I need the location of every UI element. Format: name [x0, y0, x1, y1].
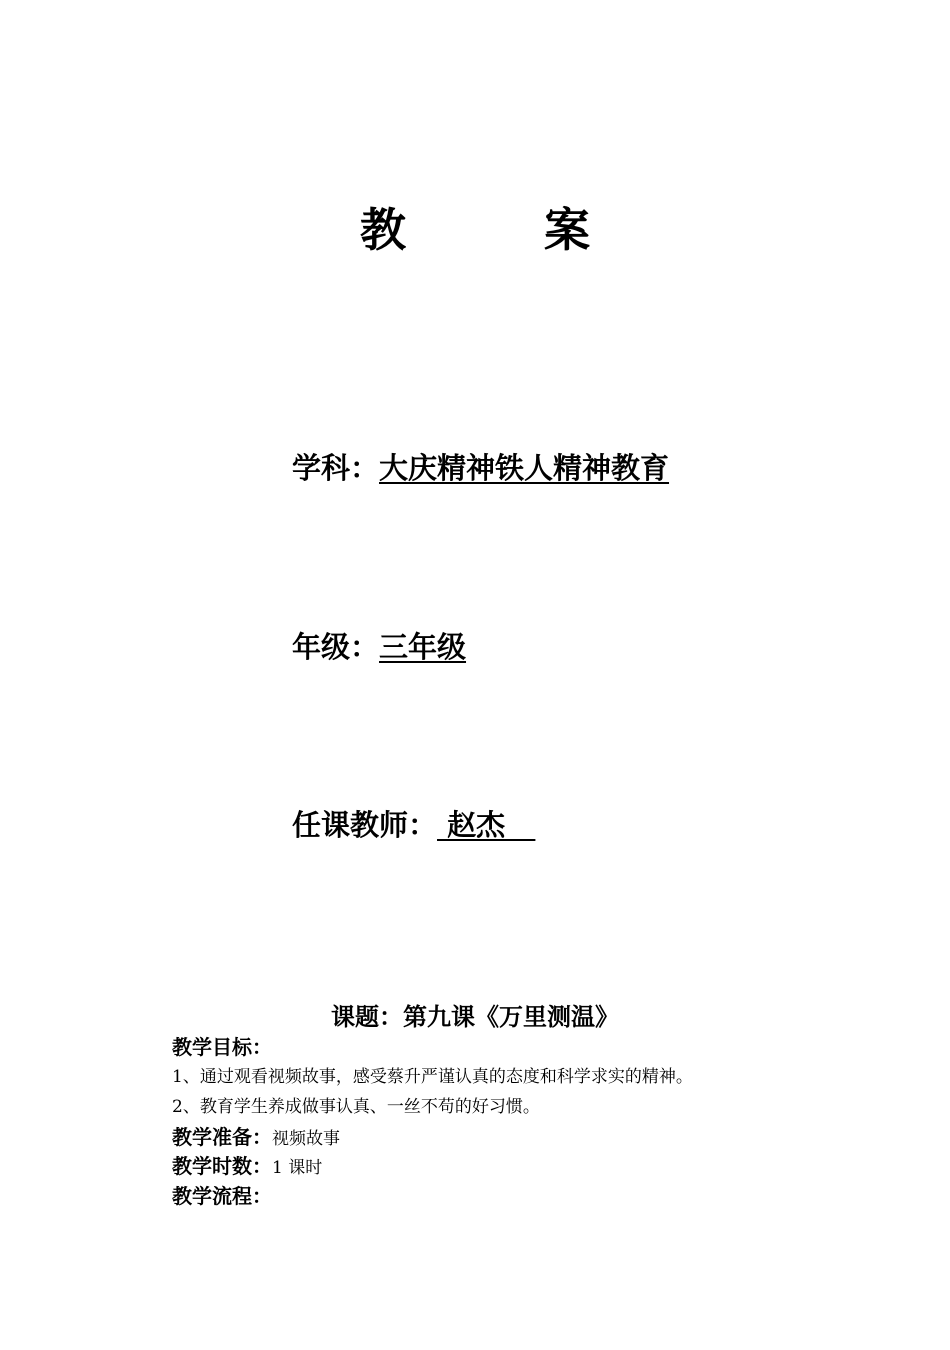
grade-field	[292, 627, 466, 667]
goal-item: 2、教育学生养成做事认真、一丝不苟的好习惯。	[172, 1097, 540, 1117]
hours-value: 1 课时	[272, 1158, 323, 1178]
cover-title: 教 案	[360, 203, 590, 257]
prep-line	[172, 1123, 340, 1153]
grade-value: 三年级	[379, 630, 467, 664]
teacher-field	[292, 805, 535, 845]
hours-line	[172, 1152, 322, 1182]
prep-value: 视频故事	[272, 1129, 340, 1149]
teacher-value: 赵杰	[437, 808, 536, 842]
subject-label: 学科：	[292, 451, 380, 485]
subject-value: 大庆精神铁人精神教育	[379, 451, 670, 485]
subject-field	[292, 448, 669, 488]
goals-heading: 教学目标：	[172, 1035, 272, 1059]
teacher-label: 任课教师：	[292, 808, 438, 842]
grade-label: 年级：	[292, 630, 380, 664]
goal-item: 1、通过观看视频故事，感受蔡升严谨认真的态度和科学求实的精神。	[172, 1067, 693, 1087]
lesson-title: 课题：第九课《万里测温》	[331, 1003, 619, 1031]
prep-label: 教学准备：	[172, 1125, 272, 1149]
hours-label: 教学时数：	[172, 1154, 272, 1178]
flow-heading: 教学流程：	[172, 1184, 272, 1208]
